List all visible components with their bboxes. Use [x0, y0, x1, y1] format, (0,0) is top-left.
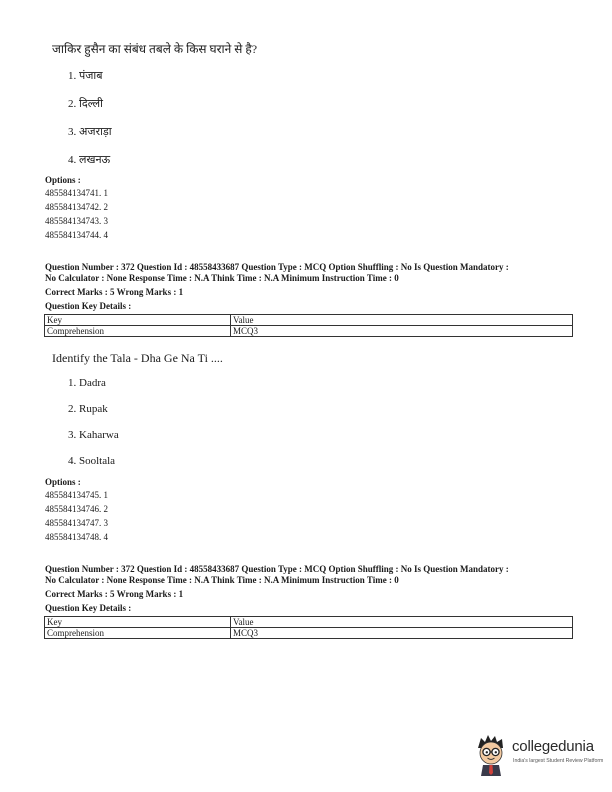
- q2-options-label: Options :: [45, 477, 81, 487]
- meta1-line1: Question Number : 372 Question Id : 48558433687 Question Type : MCQ Option Shuffling : No Is Question Mandatory :: [45, 262, 509, 272]
- meta1-key-details: Question Key Details :: [45, 301, 132, 311]
- question-2-text: Identify the Tala - Dha Ge Na Ti ....: [52, 351, 223, 365]
- meta1-table-value: MCQ3: [231, 326, 573, 337]
- q1-option-id-4: 485584134744. 4: [45, 230, 108, 240]
- meta2-key-table: [44, 616, 573, 639]
- meta1-table-header-key: Key: [45, 315, 231, 326]
- meta2-table-header-key: Key: [45, 617, 231, 628]
- q1-option-id-2: 485584134742. 2: [45, 202, 108, 212]
- meta2-marks: Correct Marks : 5 Wrong Marks : 1: [45, 589, 184, 599]
- meta1-table-key: Comprehension: [45, 326, 231, 337]
- q2-choice-2: 2. Rupak: [68, 403, 108, 415]
- q2-choice-1: 1. Dadra: [68, 377, 106, 389]
- q1-option-id-1: 485584134741. 1: [45, 188, 108, 198]
- meta1-marks: Correct Marks : 5 Wrong Marks : 1: [45, 287, 184, 297]
- logo-wordmark: collegedunia: [512, 738, 594, 755]
- meta2-key-details: Question Key Details :: [45, 603, 132, 613]
- collegedunia-logo: [472, 732, 604, 778]
- meta1-table-header-value: Value: [231, 315, 573, 326]
- q2-option-id-3: 485584134747. 3: [45, 518, 108, 528]
- q2-option-id-2: 485584134746. 2: [45, 504, 108, 514]
- q1-choice-1: 1. पंजाब: [68, 70, 103, 82]
- q2-choice-4: 4. Sooltala: [68, 455, 116, 467]
- student-mascot-icon: [472, 732, 510, 776]
- meta1-key-table: [44, 314, 573, 337]
- q2-option-id-1: 485584134745. 1: [45, 490, 108, 500]
- meta2-table-value: MCQ3: [231, 628, 573, 639]
- logo-tagline: India's largest Student Review Platform: [513, 758, 604, 764]
- q1-options-label: Options :: [45, 175, 81, 185]
- meta2-table-key: Comprehension: [45, 628, 231, 639]
- question-1-text: जाकिर हुसैन का संबंध तबले के किस घराने से है?: [52, 42, 258, 56]
- meta2-line2: No Calculator : None Response Time : N.A Think Time : N.A Minimum Instruction Time : 0: [45, 575, 399, 585]
- q2-option-id-4: 485584134748. 4: [45, 532, 108, 542]
- q2-choice-3: 3. Kaharwa: [68, 429, 119, 441]
- meta1-line2: No Calculator : None Response Time : N.A Think Time : N.A Minimum Instruction Time : 0: [45, 273, 399, 283]
- q1-choice-4: 4. लखनऊ: [68, 154, 111, 166]
- q1-choice-3: 3. अजराड़ा: [68, 126, 112, 138]
- q1-option-id-3: 485584134743. 3: [45, 216, 108, 226]
- q1-choice-2: 2. दिल्ली: [68, 98, 103, 110]
- meta2-line1: Question Number : 372 Question Id : 48558433687 Question Type : MCQ Option Shuffling : No Is Question Mandatory :: [45, 564, 509, 574]
- meta2-table-header-value: Value: [231, 617, 573, 628]
